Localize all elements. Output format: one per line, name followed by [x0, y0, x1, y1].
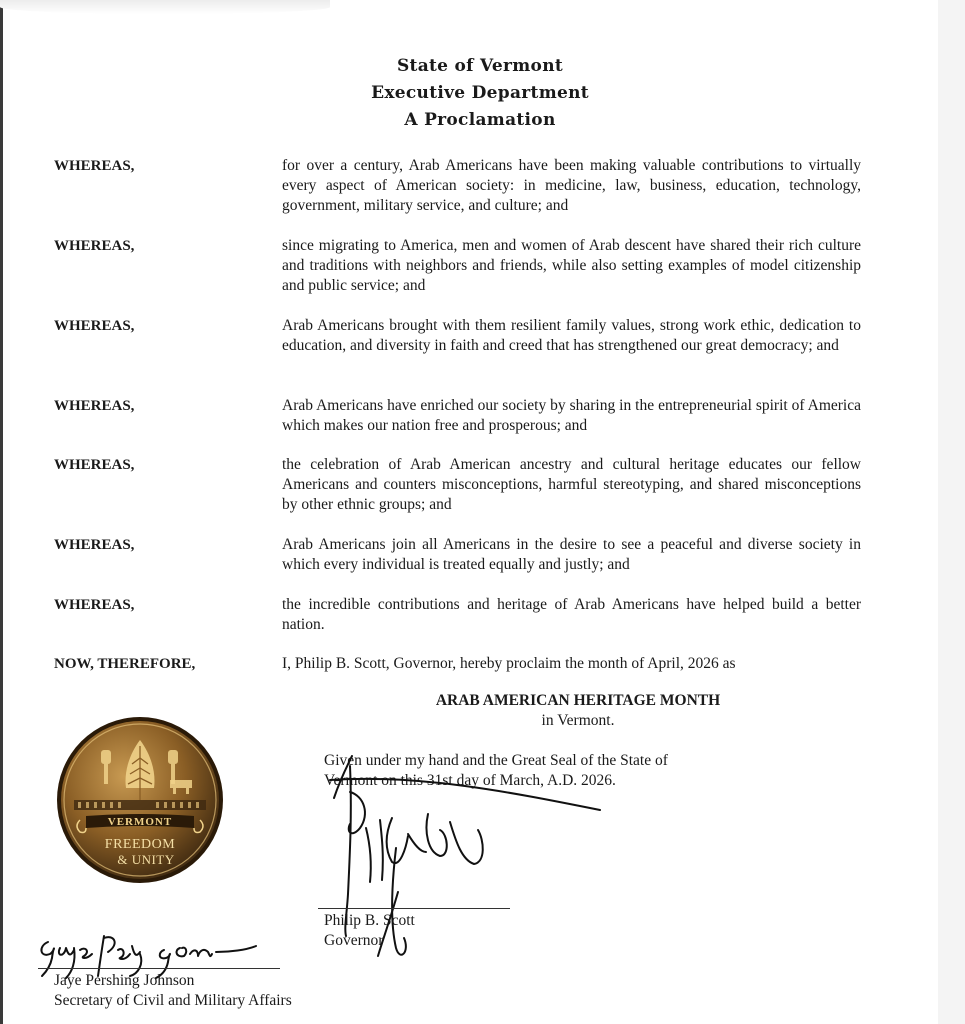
governor-name: Philip B. Scott [324, 912, 415, 929]
clause-label: WHEREAS, [54, 457, 135, 473]
vermont-seal-icon [56, 716, 224, 884]
seal-motto-line-2: & UNITY [117, 852, 175, 867]
heading-proclamation: A Proclamation [404, 110, 556, 130]
clause-label: WHEREAS, [54, 238, 135, 254]
proclaimed-month-title: ARAB AMERICAN HERITAGE MONTH [435, 692, 721, 709]
governor-title: Governor [324, 932, 384, 949]
scan-shadow [0, 0, 330, 14]
clause-label: WHEREAS, [54, 318, 135, 334]
secretary-title: Secretary of Civil and Military Affairs [54, 992, 292, 1009]
clause-text: the celebration of Arab American ancestry and cultural heritage educates our fellow Americans and counters misconceptions, harmful stereotyping, and shared misconceptions by other ethnic groups; and [282, 456, 861, 513]
clause-text: Arab Americans brought with them resilient family values, strong work ethic, dedication to education, and diversity in faith and creed that has strengthened our great democracy; and [282, 317, 861, 354]
seal-motto-line-1: FREEDOM [104, 837, 176, 852]
proclamation-text: I, Philip B. Scott, Governor, hereby proclaim the month of April, 2026 as [282, 655, 736, 672]
heading-state: State of Vermont [396, 56, 564, 76]
governor-signature-line [318, 908, 510, 909]
clause-text: since migrating to America, men and women of Arab descent have shared their rich culture and traditions with neighbors and friends, while also setting examples of model citizenship and public service; and [282, 237, 861, 294]
now-therefore-label: NOW, THEREFORE, [54, 656, 196, 672]
clause-text: the incredible contributions and heritage of Arab Americans have helped build a better nation. [282, 596, 861, 633]
seal-top-text: VERMONT [107, 816, 173, 828]
document-heading [300, 53, 660, 134]
given-line-2: Vermont on this 31st day of March, A.D. 2026. [324, 772, 616, 789]
secretary-name: Jaye Pershing Johnson [54, 972, 195, 989]
clause-text: Arab Americans join all Americans in the desire to see a peaceful and diverse society in which every individual is treated equally and justly; and [282, 536, 861, 573]
clause-label: WHEREAS, [54, 597, 135, 613]
clause-label: WHEREAS, [54, 158, 135, 174]
scan-left-border [0, 0, 3, 1024]
given-line-1: Given under my hand and the Great Seal of the State of [324, 752, 668, 769]
clause-text: for over a century, Arab Americans have been making valuable contributions to virtually every aspect of American society: in medicine, law, business, education, technology, government, military service, and culture; and [282, 157, 861, 214]
clause-label: WHEREAS, [54, 537, 135, 553]
secretary-signature-line [38, 968, 280, 969]
heading-department: Executive Department [371, 83, 589, 103]
clause-label: WHEREAS, [54, 398, 135, 414]
proclaimed-location: in Vermont. [541, 712, 615, 729]
clause-text: Arab Americans have enriched our society by sharing in the entrepreneurial spirit of America which makes our nation free and prosperous; and [282, 397, 861, 434]
scan-right-margin [938, 0, 965, 1024]
